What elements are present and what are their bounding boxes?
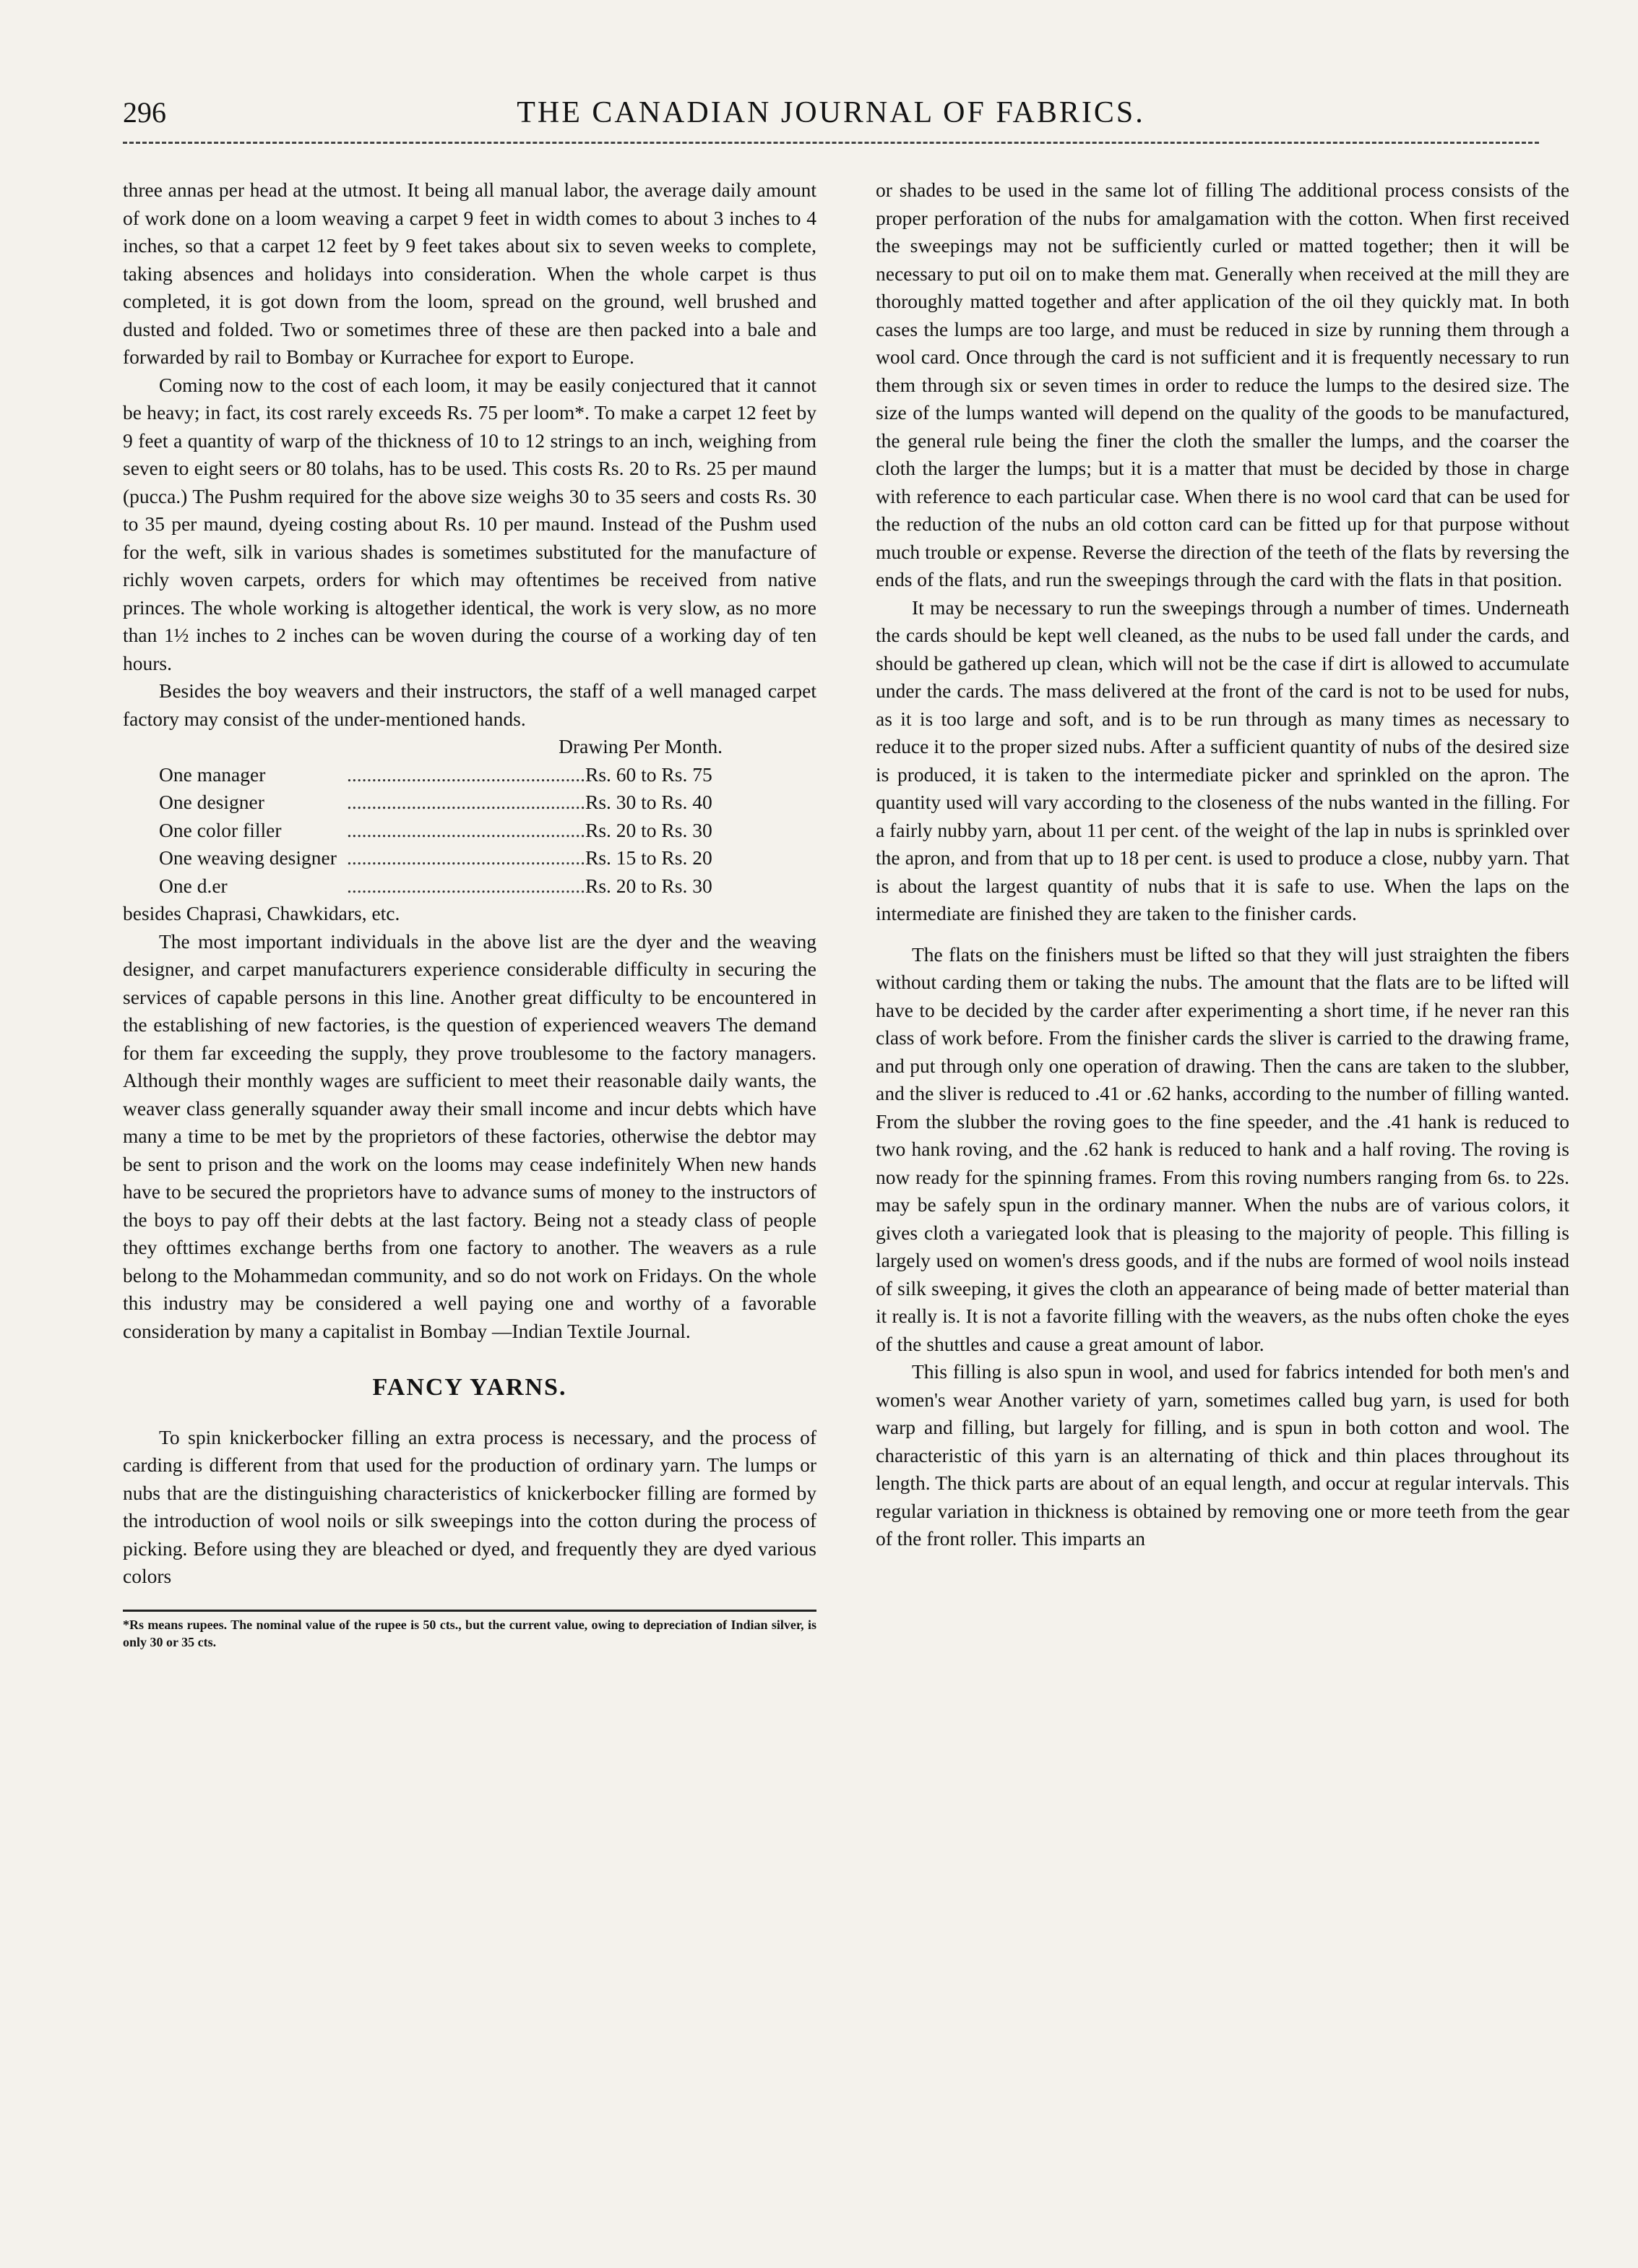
left-column	[123, 176, 816, 1651]
staff-role: One designer	[159, 791, 264, 813]
paragraph: or shades to be used in the same lot of filling The additional process consists of the proper perforation of the nubs for amalgamation with the cotton. When first received the sweepings may not be sufficiently curled or matted together; then it will be necessary to put oil on to make them mat. Generally when received at the mill they are thoroughly matted together and after application of the oil they quickly mat. In both cases the lumps are too large, and must be reduced in size by running them through a wool card. Once through the card is not sufficient and it is frequently necessary to run them through six or seven times in order to reduce the lumps to the desired size. The size of the lumps wanted will depend on the quality of the goods to be manufactured, the general rule being the finer the cloth the smaller the lumps, and the coarser the cloth the larger the lumps; but it is a matter that must be decided by those in charge with reference to each particular case. When there is no wool card that can be used for the reduction of the nubs an old cotton card can be fitted up for that purpose without much trouble or expense. Reverse the direction of the teeth of the flats by reversing the ends of the flats, and run the sweepings through the card with the flats in that position.	[876, 179, 1569, 590]
section-title: FANCY YARNS.	[372, 1374, 567, 1401]
staff-role: One d.er	[159, 874, 228, 897]
table-row	[159, 872, 712, 901]
paragraph: besides Chaprasi, Chawkidars, etc.	[123, 902, 400, 924]
staff-rate: Rs. 20 to Rs. 30	[585, 874, 712, 897]
right-column	[876, 176, 1569, 1553]
paragraph: This filling is also spun in wool, and used for fabrics intended for both men's and women's wear Another variety of yarn, sometimes called bug yarn, is used for both warp and filling, but largely for filling, and is spun in both cotton and wool. The characteristic of this yarn is an alternating of thick and thin places throughout its length. The thick parts are about of an equal length, and occur at regular intervals. This regular variation in thickness is obtained by removing one or more teeth from the gear of the front roller. This imparts an	[876, 1360, 1569, 1550]
paragraph: three annas per head at the utmost. It being all manual labor, the average daily amount of work done on a loom weaving a carpet 9 feet in width comes to about 3 inches to 4 inches, so that a carpet 12 feet by 9 feet takes about six to seven weeks to complete, taking absences and holidays into consideration. When the whole carpet is thus completed, it is got down from the loom, spread on the ground, well brushed and dusted and folded. Two or sometimes three of these are then packed into a bale and forwarded by rail to Bombay or Kurrachee for export to Europe.	[123, 179, 816, 368]
leader-dots: ................................................	[347, 874, 585, 897]
leader-dots: ................................................	[347, 846, 585, 869]
staff-role: One color filler	[159, 818, 282, 841]
staff-rate: Rs. 60 to Rs. 75	[585, 763, 712, 786]
paragraph: To spin knickerbocker filling an extra process is necessary, and the process of carding is different from that used for the production of ordinary yarn. The lumps or nubs that are the distinguishing characteristics of knickerbocker filling are formed by the introduction of wool noils or silk sweepings into the cotton during the process of picking. Before using they are bleached or dyed, and frequently they are dyed various colors	[123, 1425, 816, 1587]
paragraph: The most important individuals in the above list are the dyer and the weaving designer, and carpet manufacturers experience considerable difficulty in securing the services of capable persons in this line. Another great difficulty to be encountered in the establishing of new factories, is the question of experienced weavers The demand for them far exceeding the supply, they prove troublesome to the factory managers. Although their monthly wages are sufficient to meet their reasonable daily wants, the weaver class generally squander away their small income and incur debts which have many a time to be met by the proprietors of these factories, otherwise the debtor may be sent to prison and the work on the looms may cease indefinitely When new hands have to be secured the proprietors have to advance sums of money to the instructors of the boys to pay off their debts at the last factory. Being not a steady class of people they ofttimes exchange berths from one factory to another. The weavers as a rule belong to the Mohammedan community, and so do not work on Fridays. On the whole this industry may be considered a well paying one and worthy of a favorable consideration by many a capitalist in Bombay —Indian Textile Journal.	[123, 929, 816, 1342]
staff-role: One weaving designer	[159, 846, 337, 869]
paragraph: It may be necessary to run the sweepings through a number of times. Underneath the cards should be kept well cleaned, as the nubs to be used fall under the cards, and should be gathered up clean, which will not be the case if dirt is allowed to accumulate under the cards. The mass delivered at the front of the card is not to be used for nubs, as it is too large and soft, and is to be run through as many times as necessary to reduce it to the proper sized nubs. After a sufficient quantity of nubs of the desired size is produced, it is taken to the intermediate picker and sprinkled on the apron. The quantity used will vary according to the closeness of the nubs wanted in the filling. For a fairly nubby yarn, about 11 per cent. of the weight of the lap in nubs is sprinkled over the apron, and from that up to 18 per cent. is used to produce a close, nubby yarn. That is about the largest quantity of nubs that it is safe to use. When the laps on the intermediate are finished they are taken to the finisher cards.	[876, 596, 1569, 924]
footnote: *Rs means rupees. The nominal value of the rupee is 50 cts., but the current value, owing to depreciation of Indian silver, is only 30 or 35 cts.	[123, 1617, 816, 1649]
staff-table	[159, 761, 712, 901]
page-number: 296	[123, 96, 166, 129]
table-row	[159, 817, 712, 845]
leader-dots: ................................................	[347, 818, 585, 841]
paragraph: The flats on the finishers must be lifted so that they will just straighten the fibers without carding them or taking the nubs. The amount that the flats are to be lifted will have to be decided by the carder after experimenting a short time, if he never ran this class of work before. From the finisher cards the sliver is carried to the drawing frame, and put through only one operation of drawing. Then the cans are taken to the slubber, and the sliver is reduced to .41 or .62 hanks, according to the number of filling wanted. From the slubber the roving goes to the fine speeder, and the .41 hank is reduced to two hank roving, and the .62 hank is reduced to hank and a half roving. The roving is now ready for the spinning frames. From this roving numbers ranging from 6s. to 22s. may be safely spun in the ordinary manner. When the nubs are of various colors, it gives cloth a variegated look that is pleasing to the majority of people. This filling is largely used on women's dress goods, and if the nubs are formed of wool noils instead of silk sweeping, it gives the cloth an appearance of being made of better material than it really is. It is not a favorite filling with the weavers, as the nubs often choke the eyes of the shuttles and cause a great amount of labor.	[876, 942, 1569, 1355]
leader-dots: ................................................	[347, 791, 585, 813]
staff-rate: Rs. 15 to Rs. 20	[585, 846, 712, 869]
header-rule	[123, 142, 1539, 144]
table-row	[159, 761, 712, 789]
running-title: THE CANADIAN JOURNAL OF FABRICS.	[517, 96, 1145, 129]
staff-rate: Rs. 20 to Rs. 30	[585, 818, 712, 841]
paragraph: Coming now to the cost of each loom, it may be easily conjectured that it cannot be heavy; in fact, its cost rarely exceeds Rs. 75 per loom*. To make a carpet 12 feet by 9 feet a quantity of warp of the thickness of 10 to 12 strings to an inch, weighing from seven to eight seers or 80 tolahs, has to be used. This costs Rs. 20 to Rs. 25 per maund (pucca.) The Pushm required for the above size weighs 30 to 35 seers and costs Rs. 30 to 35 per maund, dyeing costing about Rs. 10 per maund. Instead of the Pushm used for the weft, silk in various shades is sometimes substituted for the manufacture of richly woven carpets, orders for which may oftentimes be received from native princes. The whole working is altogether identical, the work is very slow, as no more than 1½ inches to 2 inches can be woven during the course of a working day of ten hours.	[123, 373, 816, 674]
staff-table-heading: Drawing Per Month.	[559, 735, 723, 757]
table-row	[159, 844, 712, 872]
staff-role: One manager	[159, 763, 266, 786]
leader-dots: ................................................	[347, 763, 585, 786]
paragraph: Besides the boy weavers and their instructors, the staff of a well managed carpet factory may consist of the under-mentioned hands.	[123, 679, 816, 730]
footnote-rule	[123, 1610, 816, 1612]
staff-rate: Rs. 30 to Rs. 40	[585, 791, 712, 813]
table-row	[159, 789, 712, 817]
page-header	[123, 95, 1539, 139]
